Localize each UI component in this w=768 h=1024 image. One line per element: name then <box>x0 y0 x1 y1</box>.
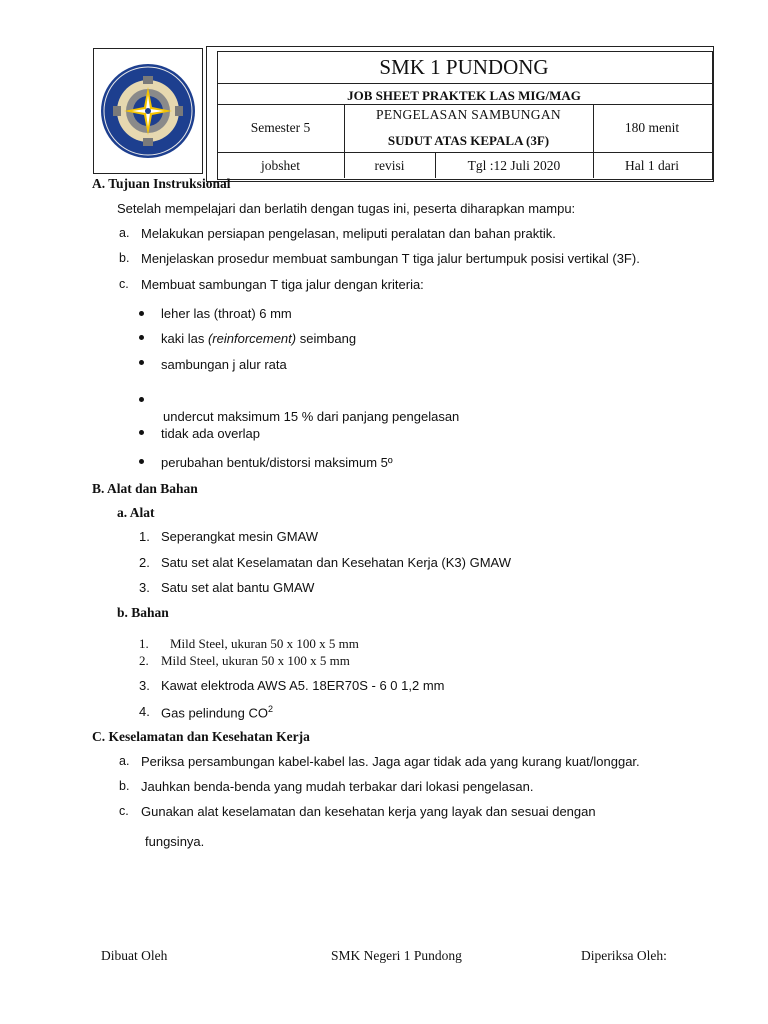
footer-school: SMK Negeri 1 Pundong <box>331 948 462 963</box>
list-marker: 3. <box>139 678 150 693</box>
criteria-item: leher las (throat) 6 mm <box>161 306 292 321</box>
list-item: Mild Steel, ukuran 50 x 100 x 5 mm <box>161 653 350 668</box>
divider <box>217 83 712 84</box>
date-label: Tgl :12 Juli 2020 <box>467 158 561 173</box>
bahan-heading: b. Bahan <box>117 605 169 620</box>
job-sheet-title: JOB SHEET PRAKTEK LAS MIG/MAG <box>347 88 581 103</box>
duration-label: 180 menit <box>624 120 680 135</box>
list-item: Menjelaskan prosedur membuat sambungan T tiga jalur bertumpuk posisi vertikal (3F). <box>141 251 640 266</box>
list-marker: b. <box>119 251 130 265</box>
list-marker: b. <box>119 779 130 793</box>
section-a-heading: A. Tujuan Instruksional <box>92 176 231 191</box>
list-marker: 1. <box>139 636 149 651</box>
divider <box>217 104 712 105</box>
bullet-icon <box>139 311 144 316</box>
list-marker: 4. <box>139 704 150 719</box>
school-title: SMK 1 PUNDONG <box>379 55 549 79</box>
list-marker: a. <box>119 754 130 768</box>
list-item: Jauhkan benda-benda yang mudah terbakar dari lokasi pengelasan. <box>141 779 534 794</box>
bullet-icon <box>139 459 144 464</box>
bullet-icon <box>139 430 144 435</box>
school-logo-icon <box>94 49 202 173</box>
list-marker: c. <box>119 804 129 818</box>
alat-heading: a. Alat <box>117 505 155 520</box>
criteria-item: kaki las (reinforcement) seimbang <box>161 331 357 346</box>
list-item: Gas pelindung $CO^2$ <box>161 704 273 721</box>
section-c-heading: C. Keselamatan dan Kesehatan Kerja <box>92 729 310 744</box>
criteria-item: sambungan j alur rata <box>161 357 287 372</box>
footer-checked-by: Diperiksa Oleh: <box>581 948 667 963</box>
list-item: Kawat elektroda AWS A5. 18ER70S - 6 0 1,2 mm <box>161 678 445 693</box>
list-marker: 3. <box>139 580 150 595</box>
logo-frame <box>93 48 203 174</box>
list-item: Melakukan persiapan pengelasan, meliputi peralatan dan bahan praktik. <box>141 226 556 241</box>
bullet-icon <box>139 360 144 365</box>
criteria-item: perubahan bentuk/distorsi maksimum 5º <box>161 455 393 470</box>
jobshet-label: jobshet <box>261 158 300 173</box>
list-marker: 1. <box>139 529 150 544</box>
list-marker: 2. <box>139 653 149 668</box>
list-marker: c. <box>119 277 129 291</box>
list-marker: a. <box>119 226 130 240</box>
list-item: Membuat sambungan T tiga jalur dengan kriteria: <box>141 277 424 292</box>
list-item: Seperangkat mesin GMAW <box>161 529 319 544</box>
section-b-heading: B. Alat dan Bahan <box>92 481 198 496</box>
section-a-intro: Setelah mempelajari dan berlatih dengan tugas ini, peserta diharapkan mampu: <box>117 201 576 216</box>
bullet-icon <box>139 335 144 340</box>
list-item: Satu set alat Keselamatan dan Kesehatan Kerja (K3) GMAW <box>161 555 511 570</box>
subject-line-2: SUDUT ATAS KEPALA (3F) <box>387 133 550 148</box>
list-item-continuation: fungsinya. <box>145 834 205 849</box>
criteria-item: tidak ada overlap <box>161 426 261 441</box>
revisi-label: revisi <box>374 158 405 173</box>
footer-made-by: Dibuat Oleh <box>101 948 168 963</box>
subject-line-1: PENGELASAN SAMBUNGAN <box>376 107 561 122</box>
semester-label: Semester 5 <box>250 120 311 135</box>
page-label: Hal 1 dari <box>625 158 679 173</box>
list-marker: 2. <box>139 555 150 570</box>
bullet-icon <box>139 397 144 402</box>
list-item: Gunakan alat keselamatan dan kesehatan kerja yang layak dan sesuai dengan <box>141 804 596 819</box>
criteria-item: undercut maksimum 15 % dari panjang pengelasan <box>163 409 460 424</box>
divider <box>217 152 712 153</box>
list-item: Periksa persambungan kabel-kabel las. Jaga agar tidak ada yang kurang kuat/longgar. <box>141 754 640 769</box>
list-item: Mild Steel, ukuran 50 x 100 x 5 mm <box>170 636 359 651</box>
list-item: Satu set alat bantu GMAW <box>161 580 315 595</box>
